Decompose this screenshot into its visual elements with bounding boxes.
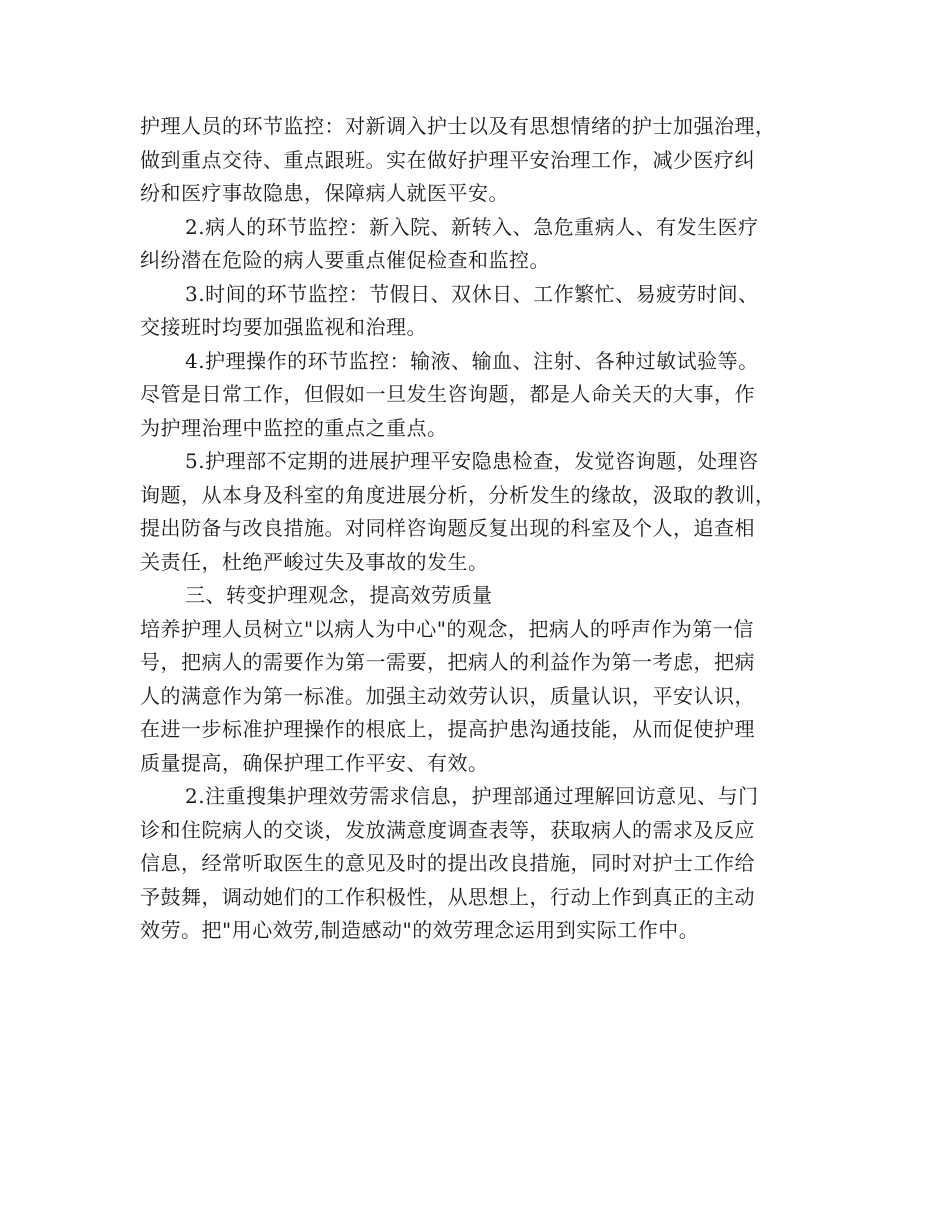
text-line: 护理人员的环节监控：对新调入护士以及有思想情绪的护士加强治理，: [140, 114, 776, 138]
text-line: 4.护理操作的环节监控：输液、输血、注射、各种过敏试验等。: [185, 348, 759, 373]
text-line: 2.病人的环节监控：新入院、新转入、急危重病人、有发生医疗: [185, 214, 759, 239]
paragraph-safety-inspection: [140, 445, 840, 579]
text-line: 信息，经常听取医生的意见及时的提出改良措施，同时对护士工作给: [140, 851, 755, 875]
text-line: 为护理治理中监控的重点之重点。: [140, 415, 448, 440]
text-line: 人的满意作为第一标准。加强主动效劳认识，质量认识，平安认识，: [140, 683, 755, 708]
text-line: 纠纷潜在危险的病人要重点催促检查和监控。: [140, 248, 550, 272]
text-line: 纷和医疗事故隐患，保障病人就医平安。: [140, 181, 509, 205]
text-line: 质量提高，确保护理工作平安、有效。: [140, 750, 489, 775]
text-line: 予鼓舞，调动她们的工作积极性，从思想上，行动上作到真正的主动: [140, 884, 755, 909]
text-line: 5.护理部不定期的进展护理平安隐患检查，发觉咨询题，处理咨: [185, 449, 759, 473]
text-line: 提出防备与改良措施。对同样咨询题反复出现的科室及个人，追查相: [140, 516, 755, 540]
text-line: 做到重点交待、重点跟班。实在做好护理平安治理工作，减少医疗纠: [140, 147, 755, 172]
text-line: 关责任，杜绝严峻过失及事故的发生。: [140, 549, 489, 574]
text-line: 交接班时均要加强监视和治理。: [140, 315, 427, 339]
text-line: 号，把病人的需要作为第一需要，把病人的利益作为第一考虑，把病: [140, 650, 755, 674]
paragraph-time-monitoring: [140, 278, 840, 345]
paragraph-operation-monitoring: [140, 345, 840, 446]
document-page: [140, 110, 840, 948]
text-line: 三、转变护理观念，提高效劳质量: [185, 583, 493, 607]
text-line: 效劳。把"用心效劳,制造感动"的效劳理念运用到实际工作中。: [140, 918, 700, 942]
text-line: 2.注重搜集护理效劳需求信息，护理部通过理解回访意见、与门: [185, 784, 759, 808]
text-line: 诊和住院病人的交谈，发放满意度调查表等，获取病人的需求及反应: [140, 817, 755, 842]
text-line: 尽管是日常工作，但假如一旦发生咨询题，都是人命关天的大事，作: [140, 382, 755, 406]
paragraph-patient-centered: [140, 613, 840, 781]
paragraph-service-demand: [140, 780, 840, 948]
text-line: 询题，从本身及科室的角度进展分析，分析发生的缘故，汲取的教训，: [140, 482, 776, 507]
section-heading: [140, 579, 840, 613]
text-line: 3.时间的环节监控：节假日、双休日、工作繁忙、易疲劳时间、: [185, 281, 759, 306]
paragraph-patient-monitoring: [140, 211, 840, 278]
paragraph-nurse-monitoring: [140, 110, 840, 211]
text-line: 在进一步标准护理操作的根底上，提高护患沟通技能，从而促使护理: [140, 717, 755, 741]
text-line: 培养护理人员树立"以病人为中心"的观念，把病人的呼声作为第一信: [140, 616, 754, 641]
